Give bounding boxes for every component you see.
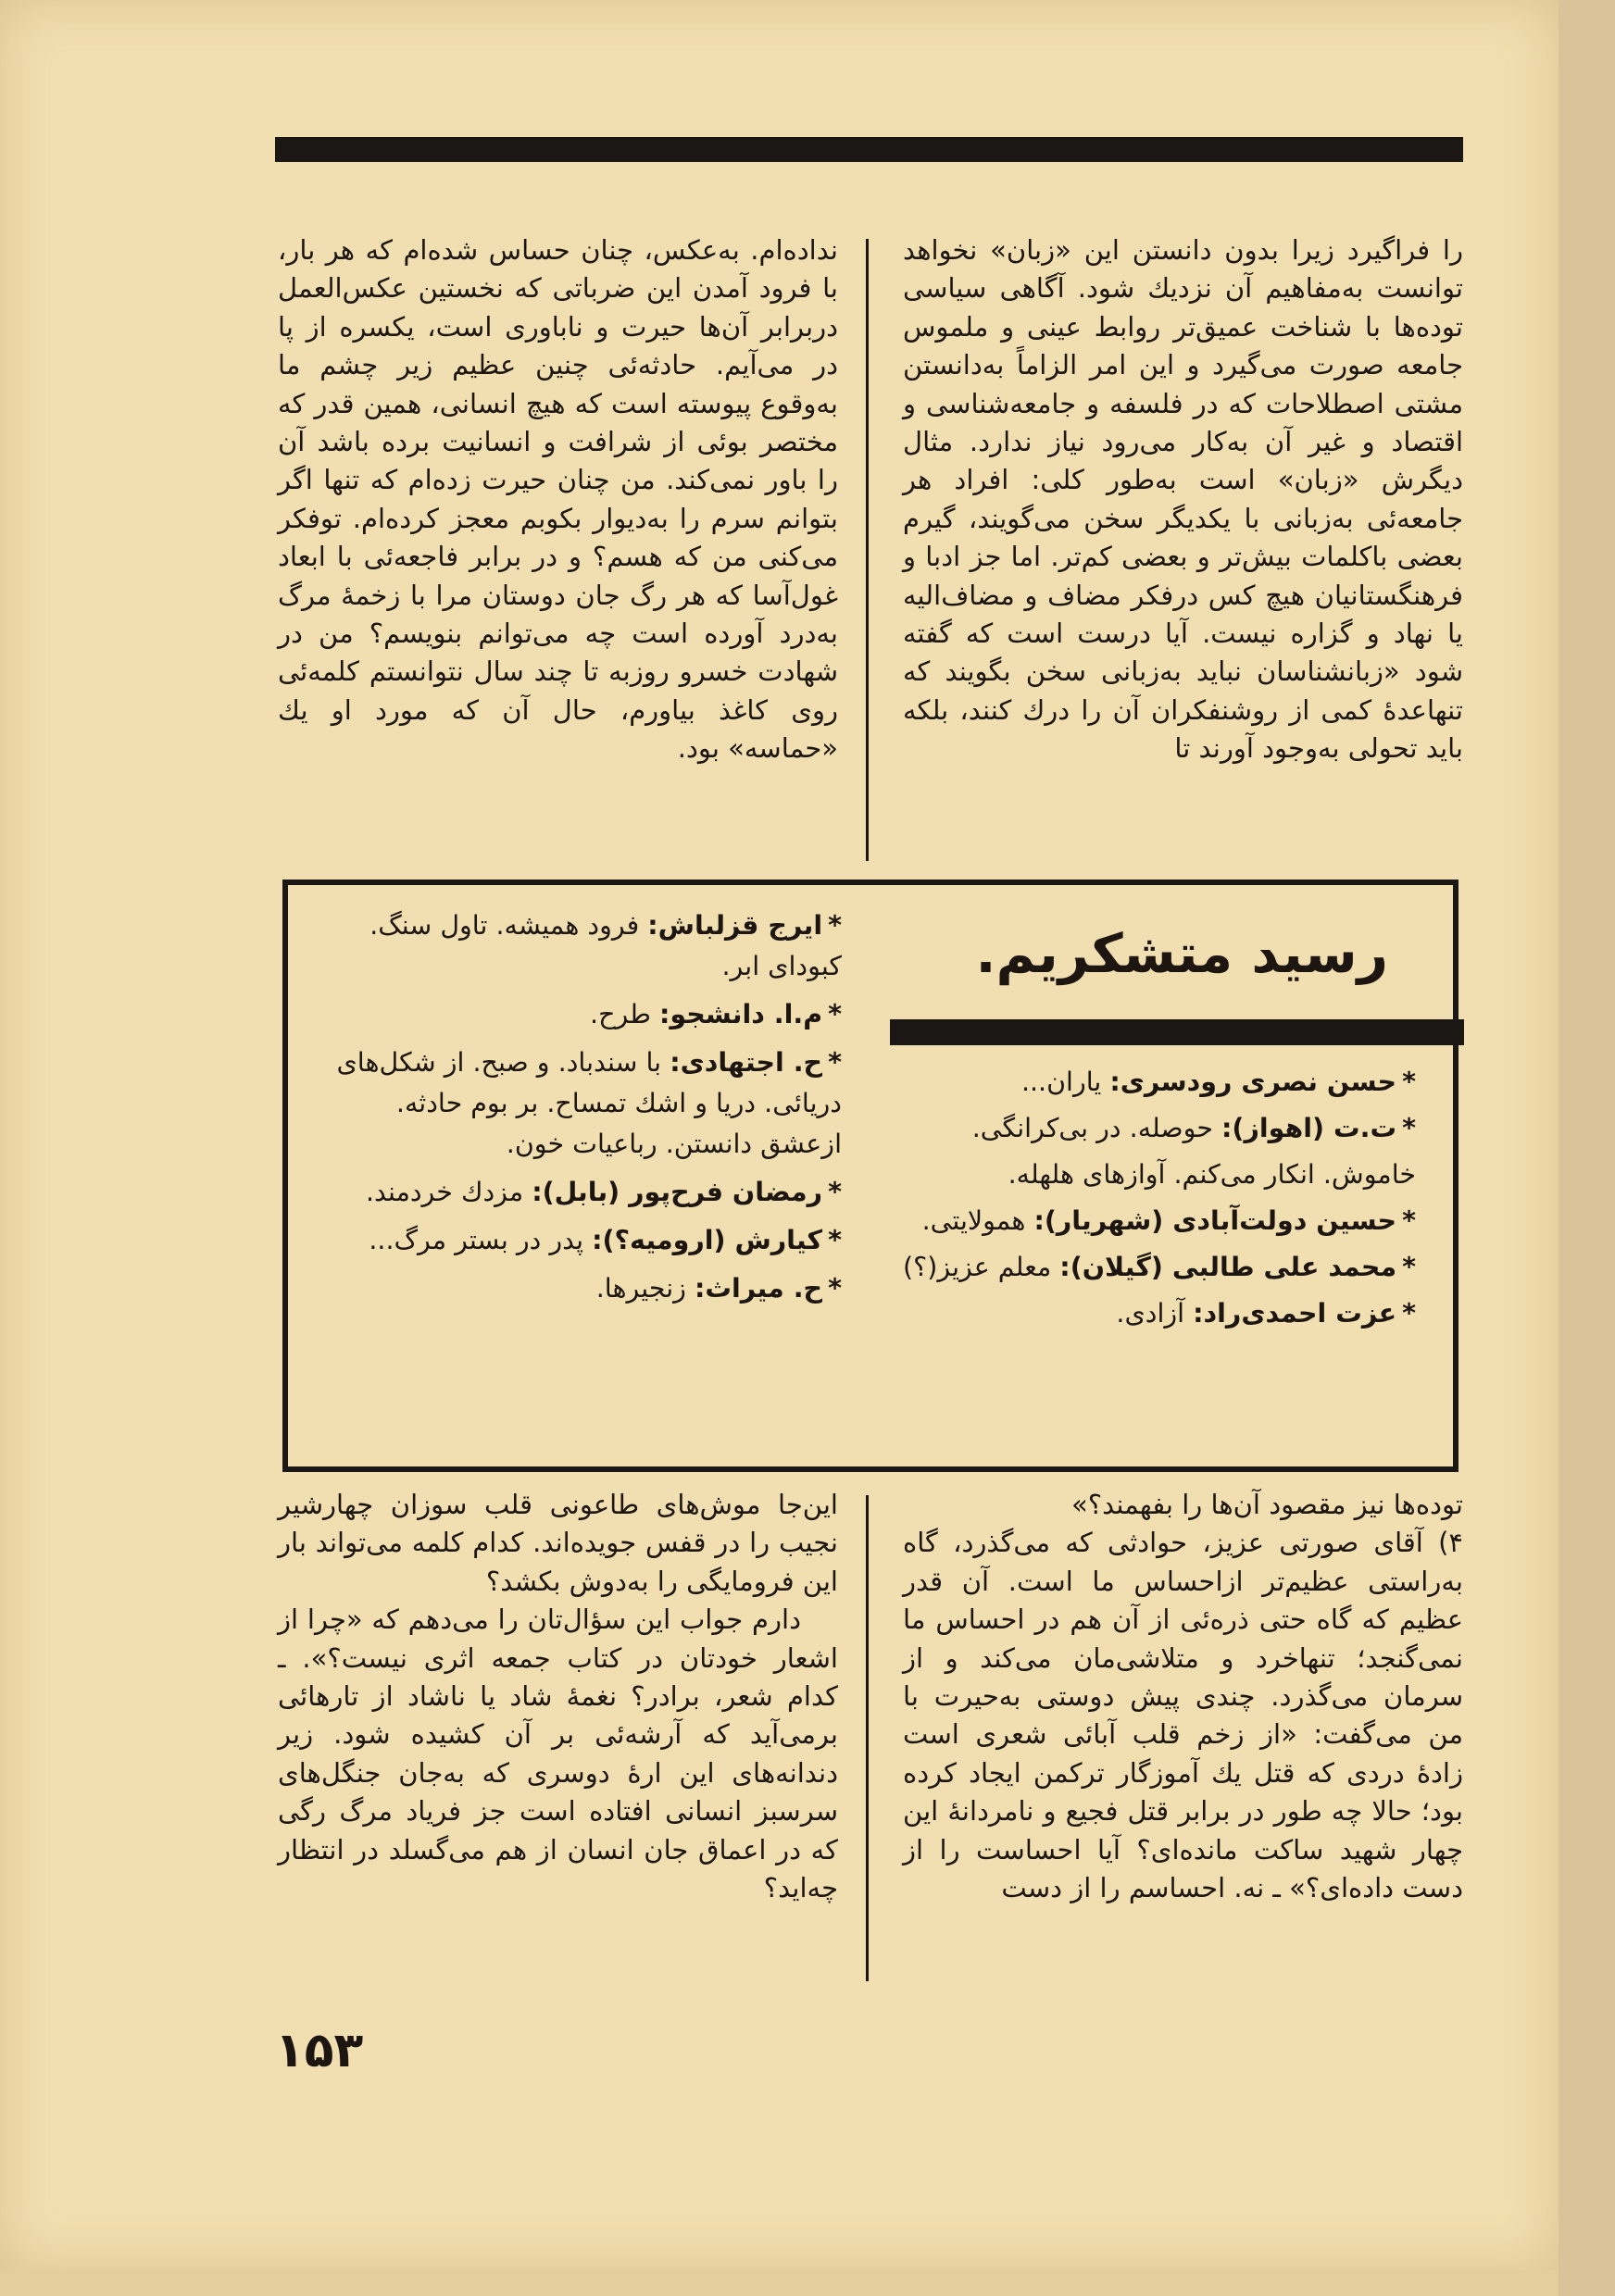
received-item (323, 905, 842, 987)
received-item (888, 1244, 1416, 1291)
received-item (323, 1172, 842, 1213)
bullet: * (1402, 1205, 1416, 1236)
column-divider-top (866, 239, 869, 861)
received-item (323, 1268, 842, 1309)
left-column-bottom (278, 1486, 838, 1907)
received-item (323, 1220, 842, 1261)
bullet: * (828, 910, 842, 941)
received-item (323, 994, 842, 1035)
received-item (888, 1198, 1416, 1244)
top-rule (275, 137, 1463, 162)
bullet: * (828, 1273, 842, 1304)
received-item-name: ایرج قزلباش: (647, 910, 823, 941)
left-column-top (278, 231, 838, 768)
received-item-text: آزادی. (1116, 1298, 1185, 1329)
received-item-text: یاران... (1020, 1067, 1102, 1097)
bullet: * (1402, 1252, 1416, 1282)
received-item (888, 1105, 1416, 1198)
received-item-text: فرود همیشه. تاول سنگ. کبودای ابر. (369, 910, 842, 981)
received-box-bar (890, 1019, 1464, 1045)
received-item-text: معلم عزیز(؟) (903, 1252, 1052, 1282)
right-column-bottom-p2: ۴) آقای صورتی عزیز، حوادثی که می‌گذرد، گاه به‌راستی عظیم‌تر ازاحساس ما است. آن قدر عظیم که گاه حتی ذره‌ئی از آن هم در احساس ما نمی‌گنجد؛ تنهاخرد و متلاشی‌مان می‌کند و از سرمان می‌گذرد. چندی پیش دوستی به‌حیرت با من می‌گفت: «از زخم قلب آبائی شعری است زادهٔ دردی که قتل یك آموزگار ترکمن ایجاد کرده بود؛ حالا چه طور در برابر قتل فجیع و نامردانهٔ این چهار شهید ساکت مانده‌ای؟ آیا احساست را از دست داده‌ای؟» ـ نه. احساسم را از دست (903, 1527, 1463, 1904)
received-item (888, 1059, 1416, 1105)
received-list-left (323, 905, 842, 1316)
right-column-bottom (903, 1486, 1463, 1907)
bullet: * (828, 1047, 842, 1078)
right-column-top (903, 231, 1463, 768)
scan-edge-bottom (0, 2270, 1559, 2296)
received-item-name: حسین دولت‌آبادی (شهریار): (1033, 1205, 1397, 1236)
received-item-text: مزدك خردمند. (365, 1177, 524, 1207)
right-column-bottom-p1: توده‌ها نیز مقصود آن‌ها را بفهمند؟» (1071, 1489, 1463, 1520)
received-item-name: حسن نصری رودسری: (1109, 1067, 1397, 1097)
right-column-top-text: را فراگیرد زیرا بدون دانستن این «زبان» نخواهد توانست به‌مفاهیم آن نزدیك شود. آگاهی سیاسی توده‌ها با شناخت عمیق‌تر روابط عینی و ملموس جامعه صورت می‌گیرد و این امر الزاماً به‌دانستن مشتی اصطلاحات که در فلسفه و جامعه‌شناسی و اقتصاد و غیر آن به‌کار می‌رود نیاز ندارد. مثال دیگرش «زبان» است به‌طور کلی: افراد هر جامعه‌ئی به‌زبانی با یکدیگر سخن می‌گویند، گیرم بعضی باکلمات بیش‌تر و بعضی کم‌تر. اما جز ادبا و فرهنگستانیان هیچ کس درفکر مضاف و مضاف‌الیه یا نهاد و گزاره نیست. آیا درست است که گفته شود «زبانشناسان نباید به‌زبانی سخن بگویند که تنهاعدهٔ کمی از روشنفکران آن را درك کنند، بلکه باید تحولی به‌وجود آورند تا (903, 234, 1463, 765)
received-box (282, 880, 1459, 1472)
bullet: * (828, 999, 842, 1029)
left-column-bottom-p2: دارم جواب این سؤال‌تان را می‌دهم که «چرا از اشعار خودتان در کتاب جمعه اثری نیست؟». ـ کدام شعر، برادر؟ نغمهٔ شاد یا ناشاد از تارهائی برمی‌آید که آرشه‌ئی بر آن کشیده شود. زیر دندانه‌های این ارهٔ دوسری که به‌جان جنگل‌های سرسبز انسانی افتاده است جز فریاد مرگ رگی که در اعماق جان انسان از هم می‌گسلد در انتظار چه‌اید؟ (278, 1603, 838, 1904)
received-item-name: کیارش (ارومیه؟): (592, 1225, 823, 1255)
received-item-name: عزت احمدی‌راد: (1193, 1298, 1397, 1329)
received-item-name: م.ا. دانشجو: (658, 999, 823, 1029)
received-item-text: همولایتی. (921, 1205, 1026, 1236)
received-item-name: ت.ت (اهواز): (1221, 1113, 1397, 1143)
bullet: * (828, 1225, 842, 1255)
received-item-name: رمضان فرح‌پور (بابل): (532, 1177, 823, 1207)
received-item-text: با سندباد. و صبح. از شکل‌های دریائی. دریا و اشك تمساح. بر بوم حادثه. ازعشق دانستن. رباعیات خون. (336, 1047, 842, 1159)
received-item-name: محمد علی طالبی (گیلان): (1059, 1252, 1397, 1282)
bullet: * (1402, 1298, 1416, 1329)
received-item-text: زنجیرها. (595, 1273, 686, 1304)
scan-edge-right (1559, 0, 1615, 2296)
received-item (888, 1291, 1416, 1337)
bullet: * (1402, 1067, 1416, 1097)
page-number: ۱۵۳ (275, 2023, 364, 2078)
received-item (323, 1042, 842, 1165)
received-box-title: رسید متشکریم. (975, 922, 1388, 985)
left-column-bottom-p1: این‌جا موش‌های طاعونی قلب سوزان چهارشیر نجیب را در قفس جویده‌اند. کدام کلمه می‌تواند بار این فرومایگی را به‌دوش بکشد؟ (278, 1489, 838, 1597)
received-item-text: طرح. (590, 999, 651, 1029)
received-list-right (888, 1059, 1416, 1337)
column-divider-bottom (866, 1495, 869, 1981)
received-item-name: ح. اجتهادی: (670, 1047, 823, 1078)
left-column-top-text: نداده‌ام. به‌عکس، چنان حساس شده‌ام که هر بار، با فرود آمدن این ضرباتی که نخستین عکس‌العمل دربرابر آن‌ها حیرت و ناباوری است، یکسره از پا در می‌آیم. حادثه‌ئی چنین عظیم زیر چشم ما به‌وقوع پیوسته است که هیچ انسانی، همین قدر که مختصر بوئی از شرافت و انسانیت برده باشد آن را باور نمی‌کند. من چنان حیرت زده‌ام که تنها اگر بتوانم سرم را به‌دیوار بکوبم معجز کرده‌ام. توفکر می‌کنی من که هسم؟ و در برابر فاجعه‌ئی با ابعاد غول‌آسا که هر رگ جان دوستان مرا با زخمهٔ مرگ به‌درد آورده است چه می‌توانم بنویسم؟ من در شهادت خسرو روزبه تا چند سال نتوانستم کلمه‌ئی روی کاغذ بیاورم، حال آن که مورد او یك «حماسه» بود. (278, 234, 838, 765)
bullet: * (828, 1177, 842, 1207)
received-item-text: پدر در بستر مرگ... (369, 1225, 584, 1255)
received-item-text: حوصله. در بی‌کرانگی. خاموش. انکار می‌کنم. آوازهای هلهله. (971, 1113, 1416, 1190)
received-item-name: ح. میراث: (694, 1273, 823, 1304)
bullet: * (1402, 1113, 1416, 1143)
